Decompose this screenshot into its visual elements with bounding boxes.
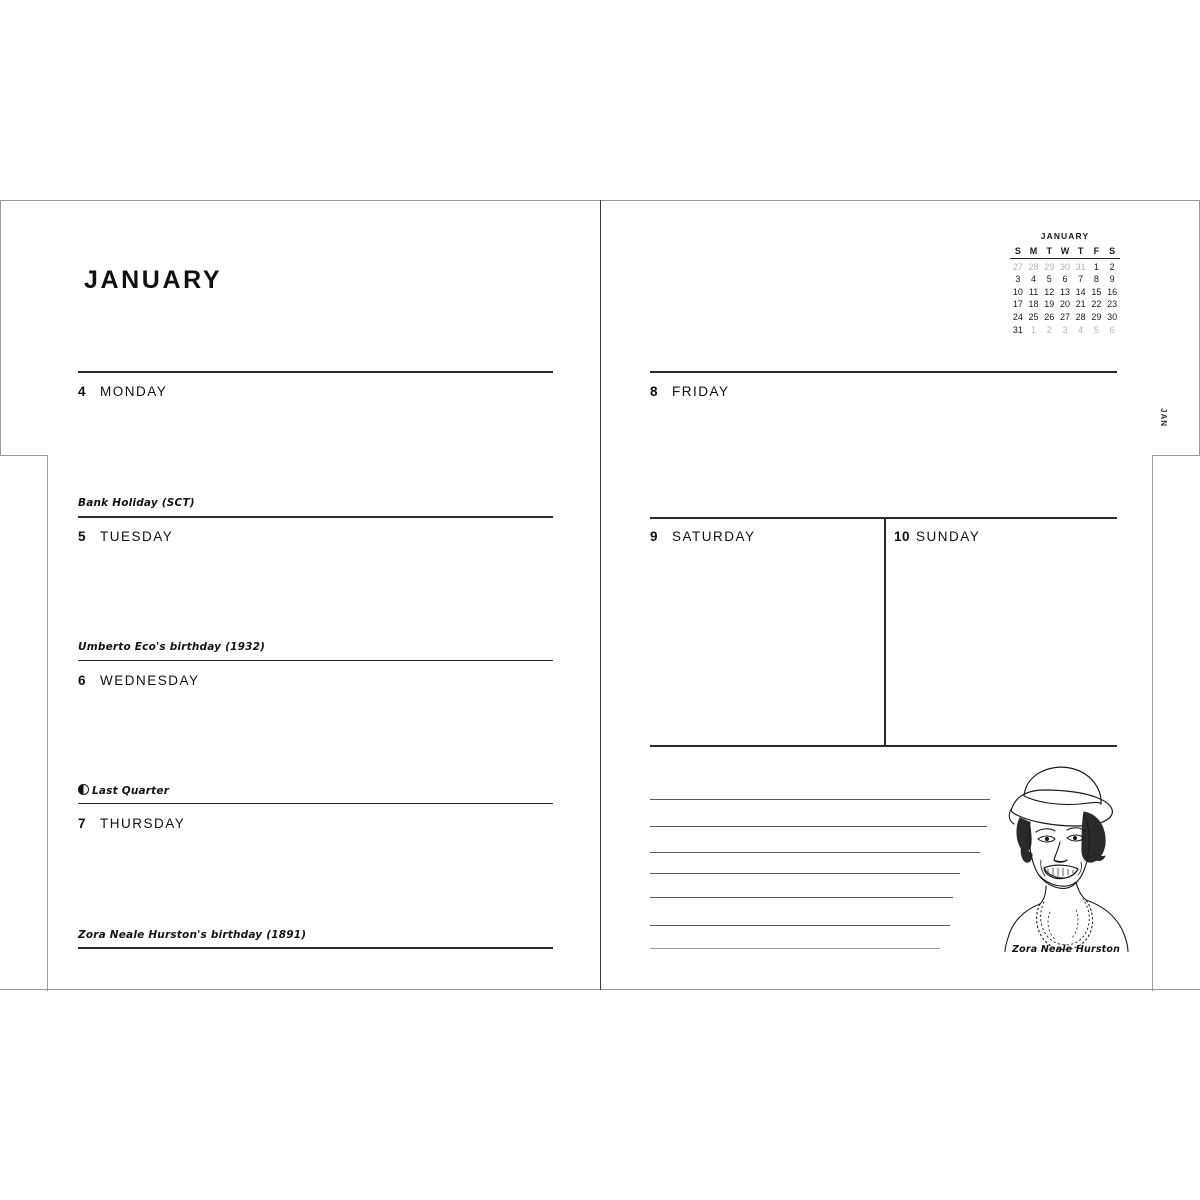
mini-calendar-day[interactable]: 14 [1075,286,1086,297]
mini-calendar-weekday: T [1046,246,1052,256]
mini-calendar-day[interactable]: 30 [1059,261,1070,272]
note-line[interactable] [650,948,940,949]
day-name-friday: FRIDAY [672,384,730,399]
mini-calendar-day[interactable]: 27 [1012,261,1023,272]
day-name-saturday: SATURDAY [672,529,756,544]
page-left-edge-lower [47,455,48,991]
mini-calendar-day[interactable]: 4 [1078,324,1084,335]
day-number-sunday: 10 [894,529,911,544]
mini-calendar-day[interactable]: 31 [1075,261,1086,272]
day-number-friday: 8 [650,384,659,399]
mini-calendar-week [1010,297,1120,310]
mini-calendar-weekday: M [1029,246,1038,256]
day-header-tuesday [78,529,173,544]
day-number-monday: 4 [78,384,87,399]
mini-calendar-day[interactable]: 29 [1091,311,1102,322]
mini-calendar-week [1010,284,1120,297]
mini-calendar-day[interactable]: 11 [1028,286,1039,297]
mini-calendar-day[interactable]: 18 [1028,299,1039,310]
note-line[interactable] [650,897,953,898]
mini-calendar-day[interactable]: 29 [1044,261,1055,272]
mini-calendar-day[interactable]: 2 [1046,324,1052,335]
annotation-monday: Bank Holiday (SCT) [78,497,195,509]
note-line[interactable] [650,925,950,926]
day-number-thursday: 7 [78,816,87,831]
mini-calendar-day[interactable]: 4 [1031,274,1037,285]
mini-calendar-day[interactable]: 16 [1107,286,1118,297]
mini-calendar-day[interactable]: 9 [1109,274,1115,285]
mini-calendar-day[interactable]: 28 [1075,311,1086,322]
mini-calendar-day[interactable]: 6 [1109,324,1115,335]
mini-calendar-day[interactable]: 22 [1091,299,1102,310]
day-header-friday [650,384,730,399]
mini-calendar-day[interactable]: 19 [1044,299,1055,310]
mini-calendar-weekday: F [1093,246,1100,256]
annotation-wednesday-label: Last Quarter [92,785,170,797]
day-name-wednesday: WEDNESDAY [100,673,200,688]
page-left-edge-upper [0,200,1,456]
mini-calendar-title: JANUARY [1040,231,1090,241]
mini-calendar-day[interactable]: 27 [1059,311,1070,322]
mini-calendar-day[interactable]: 12 [1044,286,1055,297]
rule-tuesday-top [78,516,553,518]
day-name-sunday: SUNDAY [916,529,981,544]
day-number-wednesday: 6 [78,673,87,688]
illustration-caption: Zora Neale Hurston [1012,944,1121,955]
day-name-thursday: THURSDAY [100,816,186,831]
rule-thursday-bottom [78,947,553,949]
month-tab-jan[interactable]: JAN [1159,408,1168,428]
mini-calendar-day[interactable]: 3 [1062,324,1068,335]
page-right-edge-lower [1152,455,1153,991]
mini-calendar-day[interactable]: 20 [1059,299,1070,310]
rule-weekend-bottom [650,745,1117,747]
rule-monday-top [78,371,553,373]
mini-calendar-day[interactable]: 21 [1075,299,1086,310]
mini-calendar [1010,231,1120,335]
mini-calendar-weekday: S [1109,246,1116,256]
mini-calendar-day[interactable]: 10 [1012,286,1023,297]
day-header-thursday [78,816,185,831]
day-number-saturday: 9 [650,529,659,544]
mini-calendar-week [1010,309,1120,322]
note-line[interactable] [650,826,987,827]
annotation-wednesday [78,784,169,797]
day-header-saturday [650,529,756,544]
mini-calendar-day[interactable]: 7 [1078,274,1084,285]
page-right-edge-step [1152,455,1200,456]
mini-calendar-day[interactable]: 5 [1046,274,1052,285]
mini-calendar-day[interactable]: 6 [1062,274,1068,285]
mini-calendar-day[interactable]: 13 [1059,286,1070,297]
weekend-divider [884,519,886,747]
mini-calendar-day[interactable]: 30 [1107,311,1118,322]
annotation-thursday: Zora Neale Hurston's birthday (1891) [78,929,307,941]
mini-calendar-grid [1010,246,1120,335]
note-line[interactable] [650,873,960,874]
last-quarter-moon-icon [78,784,89,795]
mini-calendar-day[interactable]: 1 [1093,261,1099,272]
book-spine [600,200,601,990]
mini-calendar-day[interactable]: 17 [1012,299,1023,310]
day-name-monday: MONDAY [100,384,168,399]
mini-calendar-day[interactable]: 25 [1028,311,1039,322]
page-left [0,200,600,990]
mini-calendar-day[interactable]: 23 [1107,299,1118,310]
mini-calendar-weekday: W [1060,246,1070,256]
mini-calendar-day[interactable]: 24 [1012,311,1023,322]
mini-calendar-week [1010,272,1120,285]
mini-calendar-day[interactable]: 31 [1012,324,1023,335]
annotation-tuesday: Umberto Eco's birthday (1932) [78,641,266,653]
day-header-sunday [894,529,980,544]
day-name-tuesday: TUESDAY [100,529,174,544]
mini-calendar-header-row [1010,246,1120,259]
page-left-edge-step [0,455,48,456]
mini-calendar-day[interactable]: 2 [1109,261,1115,272]
mini-calendar-day[interactable]: 28 [1028,261,1039,272]
mini-calendar-weekday: T [1077,246,1084,256]
mini-calendar-week [1010,259,1120,272]
mini-calendar-weekday: S [1014,246,1021,256]
note-line[interactable] [650,799,990,800]
portrait-illustration [962,752,1142,952]
mini-calendar-day[interactable]: 15 [1091,286,1102,297]
note-line[interactable] [650,852,980,853]
rule-wednesday-top [78,660,553,661]
mini-calendar-week [1010,322,1120,335]
mini-calendar-body [1010,259,1120,335]
mini-calendar-day[interactable]: 26 [1044,311,1055,322]
page-title: JANUARY [84,266,223,294]
mini-calendar-day[interactable]: 1 [1031,324,1037,335]
rule-thursday-top [78,803,553,804]
mini-calendar-day[interactable]: 8 [1093,274,1099,285]
rule-friday-top [650,371,1117,373]
mini-calendar-day[interactable]: 3 [1015,274,1021,285]
day-header-monday [78,384,167,399]
day-number-tuesday: 5 [78,529,87,544]
mini-calendar-day[interactable]: 5 [1093,324,1099,335]
day-header-wednesday [78,673,200,688]
